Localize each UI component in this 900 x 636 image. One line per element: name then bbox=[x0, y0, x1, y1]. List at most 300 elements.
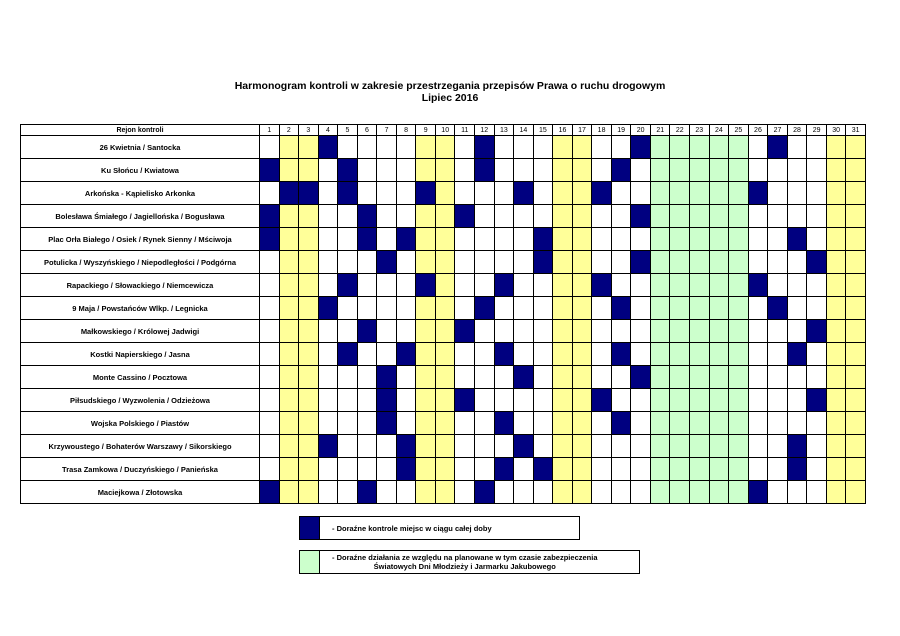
day-header: 2 bbox=[279, 125, 299, 136]
weekend-cell bbox=[416, 435, 436, 458]
day-header: 12 bbox=[475, 125, 495, 136]
empty-cell bbox=[631, 412, 651, 435]
empty-cell bbox=[514, 159, 534, 182]
weekend-cell bbox=[553, 228, 573, 251]
empty-cell bbox=[533, 136, 553, 159]
day-header: 28 bbox=[787, 125, 807, 136]
table-row bbox=[21, 481, 866, 504]
weekend-cell bbox=[846, 136, 866, 159]
weekend-cell bbox=[553, 274, 573, 297]
empty-cell bbox=[514, 274, 534, 297]
day-header: 17 bbox=[572, 125, 592, 136]
weekend-cell bbox=[279, 159, 299, 182]
empty-cell bbox=[357, 182, 377, 205]
empty-cell bbox=[377, 136, 397, 159]
control-cell bbox=[611, 297, 631, 320]
weekend-cell bbox=[279, 274, 299, 297]
weekend-cell bbox=[279, 435, 299, 458]
legend-special-line-1: - Doraźne działania ze względu na planowane w tym czasie zabezpieczenia bbox=[332, 553, 598, 562]
weekend-cell bbox=[435, 458, 455, 481]
special-cell bbox=[650, 458, 670, 481]
empty-cell bbox=[494, 136, 514, 159]
empty-cell bbox=[455, 366, 475, 389]
special-cell bbox=[709, 435, 729, 458]
special-cell bbox=[729, 182, 749, 205]
day-header: 24 bbox=[709, 125, 729, 136]
empty-cell bbox=[592, 320, 612, 343]
weekend-cell bbox=[279, 389, 299, 412]
weekend-cell bbox=[435, 159, 455, 182]
empty-cell bbox=[377, 343, 397, 366]
empty-cell bbox=[357, 274, 377, 297]
control-cell bbox=[318, 435, 338, 458]
table-row bbox=[21, 159, 866, 182]
weekend-cell bbox=[572, 458, 592, 481]
weekend-cell bbox=[435, 412, 455, 435]
weekend-cell bbox=[572, 366, 592, 389]
empty-cell bbox=[514, 481, 534, 504]
weekend-cell bbox=[416, 320, 436, 343]
empty-cell bbox=[768, 205, 788, 228]
empty-cell bbox=[807, 343, 827, 366]
empty-cell bbox=[318, 458, 338, 481]
weekend-cell bbox=[826, 320, 846, 343]
document-title bbox=[0, 80, 900, 104]
empty-cell bbox=[592, 458, 612, 481]
special-cell bbox=[650, 251, 670, 274]
special-cell bbox=[670, 435, 690, 458]
region-label: Monte Cassino / Pocztowa bbox=[21, 366, 260, 389]
special-cell bbox=[670, 274, 690, 297]
empty-cell bbox=[357, 136, 377, 159]
empty-cell bbox=[396, 366, 416, 389]
empty-cell bbox=[338, 205, 358, 228]
empty-cell bbox=[494, 389, 514, 412]
empty-cell bbox=[357, 343, 377, 366]
special-cell bbox=[729, 159, 749, 182]
empty-cell bbox=[748, 297, 768, 320]
empty-cell bbox=[631, 343, 651, 366]
empty-cell bbox=[768, 228, 788, 251]
empty-cell bbox=[514, 389, 534, 412]
region-label: Maciejkowa / Złotowska bbox=[21, 481, 260, 504]
empty-cell bbox=[318, 481, 338, 504]
table-row bbox=[21, 182, 866, 205]
table-body bbox=[21, 136, 866, 504]
empty-cell bbox=[807, 182, 827, 205]
region-label: Rapackiego / Słowackiego / Niemcewicza bbox=[21, 274, 260, 297]
weekend-cell bbox=[572, 320, 592, 343]
weekend-cell bbox=[572, 412, 592, 435]
day-header: 3 bbox=[299, 125, 319, 136]
weekend-cell bbox=[826, 136, 846, 159]
empty-cell bbox=[807, 458, 827, 481]
control-cell bbox=[494, 458, 514, 481]
day-header: 8 bbox=[396, 125, 416, 136]
empty-cell bbox=[533, 182, 553, 205]
control-cell bbox=[592, 182, 612, 205]
control-cell bbox=[338, 274, 358, 297]
special-cell bbox=[690, 412, 710, 435]
day-header: 29 bbox=[807, 125, 827, 136]
day-header: 5 bbox=[338, 125, 358, 136]
empty-cell bbox=[807, 435, 827, 458]
special-cell bbox=[709, 205, 729, 228]
special-cell bbox=[670, 136, 690, 159]
empty-cell bbox=[357, 389, 377, 412]
empty-cell bbox=[807, 366, 827, 389]
empty-cell bbox=[611, 274, 631, 297]
empty-cell bbox=[455, 251, 475, 274]
table-row bbox=[21, 205, 866, 228]
special-cell bbox=[709, 297, 729, 320]
empty-cell bbox=[748, 251, 768, 274]
empty-cell bbox=[396, 297, 416, 320]
day-header: 16 bbox=[553, 125, 573, 136]
table-row bbox=[21, 320, 866, 343]
empty-cell bbox=[260, 389, 280, 412]
control-cell bbox=[514, 366, 534, 389]
table-row bbox=[21, 389, 866, 412]
special-cell bbox=[709, 136, 729, 159]
special-cell bbox=[650, 205, 670, 228]
control-cell bbox=[377, 366, 397, 389]
region-label: Krzywoustego / Bohaterów Warszawy / Sikorskiego bbox=[21, 435, 260, 458]
empty-cell bbox=[748, 320, 768, 343]
weekend-cell bbox=[553, 435, 573, 458]
weekend-cell bbox=[299, 458, 319, 481]
empty-cell bbox=[631, 228, 651, 251]
empty-cell bbox=[631, 274, 651, 297]
special-cell bbox=[729, 389, 749, 412]
day-header: 21 bbox=[650, 125, 670, 136]
weekend-cell bbox=[435, 228, 455, 251]
empty-cell bbox=[396, 274, 416, 297]
special-cell bbox=[670, 389, 690, 412]
weekend-cell bbox=[299, 412, 319, 435]
empty-cell bbox=[611, 182, 631, 205]
weekend-cell bbox=[572, 182, 592, 205]
control-cell bbox=[533, 458, 553, 481]
weekend-cell bbox=[416, 205, 436, 228]
table-row bbox=[21, 458, 866, 481]
weekend-cell bbox=[279, 366, 299, 389]
empty-cell bbox=[377, 320, 397, 343]
empty-cell bbox=[631, 182, 651, 205]
special-cell bbox=[709, 228, 729, 251]
control-cell bbox=[357, 205, 377, 228]
empty-cell bbox=[377, 159, 397, 182]
day-header: 23 bbox=[690, 125, 710, 136]
control-cell bbox=[357, 481, 377, 504]
table-row bbox=[21, 412, 866, 435]
weekend-cell bbox=[279, 297, 299, 320]
weekend-cell bbox=[299, 481, 319, 504]
empty-cell bbox=[475, 343, 495, 366]
empty-cell bbox=[455, 412, 475, 435]
day-header: 1 bbox=[260, 125, 280, 136]
special-cell bbox=[650, 136, 670, 159]
region-label: 26 Kwietnia / Santocka bbox=[21, 136, 260, 159]
control-cell bbox=[631, 366, 651, 389]
special-cell bbox=[690, 251, 710, 274]
empty-cell bbox=[748, 228, 768, 251]
control-cell bbox=[338, 182, 358, 205]
weekend-cell bbox=[435, 343, 455, 366]
empty-cell bbox=[807, 228, 827, 251]
empty-cell bbox=[768, 435, 788, 458]
special-cell bbox=[670, 228, 690, 251]
empty-cell bbox=[768, 366, 788, 389]
special-cell bbox=[670, 205, 690, 228]
weekend-cell bbox=[572, 274, 592, 297]
weekend-cell bbox=[435, 136, 455, 159]
empty-cell bbox=[611, 458, 631, 481]
control-cell bbox=[416, 182, 436, 205]
weekend-cell bbox=[572, 228, 592, 251]
weekend-cell bbox=[279, 458, 299, 481]
empty-cell bbox=[338, 228, 358, 251]
empty-cell bbox=[260, 182, 280, 205]
special-cell bbox=[709, 481, 729, 504]
empty-cell bbox=[514, 251, 534, 274]
weekend-cell bbox=[416, 389, 436, 412]
weekend-cell bbox=[572, 159, 592, 182]
region-label: Trasa Zamkowa / Duczyńskiego / Panieńska bbox=[21, 458, 260, 481]
control-cell bbox=[611, 159, 631, 182]
control-cell bbox=[748, 182, 768, 205]
weekend-cell bbox=[846, 251, 866, 274]
special-cell bbox=[650, 297, 670, 320]
empty-cell bbox=[611, 320, 631, 343]
empty-cell bbox=[787, 366, 807, 389]
empty-cell bbox=[631, 320, 651, 343]
weekend-cell bbox=[553, 412, 573, 435]
empty-cell bbox=[611, 228, 631, 251]
empty-cell bbox=[592, 228, 612, 251]
empty-cell bbox=[611, 136, 631, 159]
empty-cell bbox=[377, 205, 397, 228]
empty-cell bbox=[396, 389, 416, 412]
empty-cell bbox=[318, 389, 338, 412]
special-cell bbox=[690, 320, 710, 343]
control-cell bbox=[631, 205, 651, 228]
empty-cell bbox=[396, 481, 416, 504]
weekend-cell bbox=[572, 297, 592, 320]
empty-cell bbox=[318, 182, 338, 205]
control-cell bbox=[396, 228, 416, 251]
day-header: 4 bbox=[318, 125, 338, 136]
empty-cell bbox=[494, 435, 514, 458]
empty-cell bbox=[631, 159, 651, 182]
special-cell bbox=[650, 366, 670, 389]
empty-cell bbox=[475, 182, 495, 205]
special-cell bbox=[690, 297, 710, 320]
empty-cell bbox=[748, 159, 768, 182]
control-cell bbox=[299, 182, 319, 205]
weekend-cell bbox=[553, 458, 573, 481]
weekend-cell bbox=[572, 343, 592, 366]
weekend-cell bbox=[846, 389, 866, 412]
weekend-cell bbox=[416, 458, 436, 481]
weekend-cell bbox=[435, 205, 455, 228]
empty-cell bbox=[338, 251, 358, 274]
empty-cell bbox=[338, 297, 358, 320]
empty-cell bbox=[631, 458, 651, 481]
control-cell bbox=[768, 297, 788, 320]
special-cell bbox=[690, 274, 710, 297]
empty-cell bbox=[357, 251, 377, 274]
empty-cell bbox=[807, 136, 827, 159]
empty-cell bbox=[338, 320, 358, 343]
region-label: Ku Słońcu / Kwiatowa bbox=[21, 159, 260, 182]
day-header: 15 bbox=[533, 125, 553, 136]
empty-cell bbox=[748, 366, 768, 389]
special-cell bbox=[650, 159, 670, 182]
weekend-cell bbox=[435, 182, 455, 205]
empty-cell bbox=[592, 159, 612, 182]
empty-cell bbox=[631, 297, 651, 320]
empty-cell bbox=[396, 320, 416, 343]
empty-cell bbox=[748, 389, 768, 412]
weekend-cell bbox=[435, 320, 455, 343]
empty-cell bbox=[455, 228, 475, 251]
control-cell bbox=[357, 228, 377, 251]
empty-cell bbox=[338, 412, 358, 435]
day-header: 14 bbox=[514, 125, 534, 136]
empty-cell bbox=[748, 435, 768, 458]
day-header: 10 bbox=[435, 125, 455, 136]
table-row bbox=[21, 297, 866, 320]
special-cell bbox=[709, 182, 729, 205]
control-cell bbox=[396, 458, 416, 481]
region-column-header: Rejon kontroli bbox=[21, 125, 260, 136]
empty-cell bbox=[592, 435, 612, 458]
empty-cell bbox=[514, 458, 534, 481]
special-cell bbox=[709, 251, 729, 274]
empty-cell bbox=[318, 228, 338, 251]
weekend-cell bbox=[846, 320, 866, 343]
control-cell bbox=[475, 136, 495, 159]
weekend-cell bbox=[299, 274, 319, 297]
empty-cell bbox=[514, 343, 534, 366]
weekend-cell bbox=[416, 297, 436, 320]
weekend-cell bbox=[553, 389, 573, 412]
weekend-cell bbox=[299, 205, 319, 228]
weekend-cell bbox=[553, 320, 573, 343]
weekend-cell bbox=[826, 205, 846, 228]
weekend-cell bbox=[416, 251, 436, 274]
legend-control-label: - Doraźne kontrole miejsc w ciągu całej doby bbox=[332, 523, 492, 533]
special-cell bbox=[690, 458, 710, 481]
legend-special-text bbox=[320, 551, 598, 573]
empty-cell bbox=[787, 274, 807, 297]
table-header-row bbox=[21, 125, 866, 136]
weekend-cell bbox=[435, 297, 455, 320]
region-label: Bolesława Śmiałego / Jagiellońska / Bogusława bbox=[21, 205, 260, 228]
empty-cell bbox=[396, 159, 416, 182]
empty-cell bbox=[318, 274, 338, 297]
special-cell bbox=[650, 343, 670, 366]
legend-special-swatch bbox=[300, 551, 320, 573]
weekend-cell bbox=[299, 159, 319, 182]
legend-control bbox=[299, 516, 580, 540]
weekend-cell bbox=[572, 481, 592, 504]
special-cell bbox=[709, 458, 729, 481]
empty-cell bbox=[357, 435, 377, 458]
weekend-cell bbox=[846, 412, 866, 435]
special-cell bbox=[729, 343, 749, 366]
special-cell bbox=[690, 205, 710, 228]
empty-cell bbox=[455, 343, 475, 366]
empty-cell bbox=[611, 435, 631, 458]
weekend-cell bbox=[826, 182, 846, 205]
control-cell bbox=[338, 343, 358, 366]
empty-cell bbox=[318, 320, 338, 343]
empty-cell bbox=[533, 205, 553, 228]
empty-cell bbox=[260, 251, 280, 274]
empty-cell bbox=[514, 228, 534, 251]
special-cell bbox=[709, 343, 729, 366]
empty-cell bbox=[807, 297, 827, 320]
day-header: 19 bbox=[611, 125, 631, 136]
special-cell bbox=[729, 274, 749, 297]
empty-cell bbox=[592, 343, 612, 366]
weekend-cell bbox=[416, 228, 436, 251]
empty-cell bbox=[514, 412, 534, 435]
empty-cell bbox=[611, 205, 631, 228]
empty-cell bbox=[533, 159, 553, 182]
control-cell bbox=[787, 435, 807, 458]
empty-cell bbox=[611, 389, 631, 412]
empty-cell bbox=[475, 458, 495, 481]
title-line-1: Harmonogram kontroli w zakresie przestrzegania przepisów Prawa o ruchu drogowym bbox=[234, 80, 666, 92]
control-cell bbox=[631, 136, 651, 159]
empty-cell bbox=[748, 136, 768, 159]
empty-cell bbox=[475, 228, 495, 251]
empty-cell bbox=[396, 205, 416, 228]
title-line-2: Lipiec 2016 bbox=[421, 92, 479, 104]
day-header: 25 bbox=[729, 125, 749, 136]
weekend-cell bbox=[846, 481, 866, 504]
weekend-cell bbox=[553, 366, 573, 389]
weekend-cell bbox=[846, 205, 866, 228]
weekend-cell bbox=[553, 343, 573, 366]
weekend-cell bbox=[826, 274, 846, 297]
empty-cell bbox=[787, 251, 807, 274]
empty-cell bbox=[455, 274, 475, 297]
weekend-cell bbox=[553, 297, 573, 320]
empty-cell bbox=[768, 412, 788, 435]
special-cell bbox=[729, 251, 749, 274]
empty-cell bbox=[396, 182, 416, 205]
empty-cell bbox=[592, 481, 612, 504]
weekend-cell bbox=[435, 274, 455, 297]
empty-cell bbox=[631, 389, 651, 412]
weekend-cell bbox=[826, 159, 846, 182]
empty-cell bbox=[592, 251, 612, 274]
day-header: 22 bbox=[670, 125, 690, 136]
table-row bbox=[21, 343, 866, 366]
empty-cell bbox=[475, 366, 495, 389]
empty-cell bbox=[377, 458, 397, 481]
control-cell bbox=[514, 435, 534, 458]
control-cell bbox=[494, 274, 514, 297]
empty-cell bbox=[396, 412, 416, 435]
weekend-cell bbox=[279, 343, 299, 366]
special-cell bbox=[670, 458, 690, 481]
special-cell bbox=[690, 435, 710, 458]
